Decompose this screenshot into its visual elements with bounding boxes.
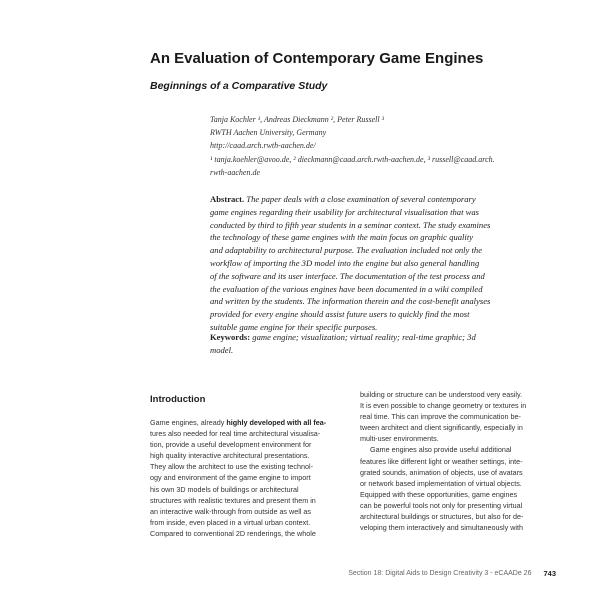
abstract-line: game engines regarding their usability for architectural visualisation that was — [210, 206, 480, 217]
body-line: high quality interactive architectural presentations. — [150, 451, 310, 461]
emphasis-text: highly developed with all fea- — [226, 418, 327, 427]
body-line: grated sounds, animation of objects, use of avatars — [360, 467, 523, 477]
body-line: architectural buildings or structures, but also for de- — [360, 512, 524, 522]
abstract-line: the technology of these game engines with the main focus on graphic quality — [210, 232, 474, 243]
body-line: tures also needed for real time architectural visualisa- — [150, 429, 321, 439]
abstract-line: and written by the students. The information therein and the cost-benefit analyses — [210, 296, 491, 307]
footer-section: Section 18: Digital Aids to Design Creativity 3 - eCAADe 26 — [348, 570, 532, 577]
keywords-line: Keywords: game engine; visualization; virtual reality; real-time graphic; 3d — [210, 332, 476, 342]
body-line: his own 3D models of buildings or architectural — [150, 484, 299, 494]
keywords-line: model. — [210, 344, 234, 355]
abstract-line: conducted by third to fifth year students in a seminar context. The study examines — [210, 219, 491, 230]
author-emails-cont: rwth-aachen.de — [210, 167, 260, 177]
abstract-line: the evaluation of the various engines have been documented in a wiki compiled — [210, 283, 483, 294]
abstract-line: of the software and its user interface. The documentation of the test process and — [210, 270, 485, 281]
body-column-left — [150, 417, 360, 539]
author-affiliation: RWTH Aachen University, Germany — [210, 128, 327, 138]
author-block — [210, 113, 570, 179]
body-line: They allow the architect to use the existing technol- — [150, 462, 314, 472]
body-line: features like different light or weather settings, inte- — [360, 456, 523, 466]
abstract — [210, 193, 565, 334]
body-line: Equipped with these opportunities, game engines — [360, 489, 518, 499]
body-line: Compared to conventional 2D renderings, the whole — [150, 528, 316, 538]
author-emails: ¹ tanja.koehler@avoo.de, ² dieckmann@caad.arch.rwth-aachen.de, ³ russell@caad.arch. — [210, 154, 495, 164]
body-line: tween architect and client significantly, especially in — [360, 423, 523, 433]
author-url: http://caad.arch.rwth-aachen.de/ — [210, 141, 316, 151]
body-line: from inside, even placed in a virtual urban context. — [150, 517, 311, 527]
body-column-right — [360, 389, 570, 533]
body-line: multi-user environments. — [360, 434, 439, 444]
abstract-line: workflow of importing the 3D model into the engine but also general handling — [210, 257, 480, 268]
body-line: veloping them interactively and simultaneously with — [360, 523, 523, 533]
page-footer — [348, 569, 556, 578]
body-line: Game engines, already highly developed with all fea- — [150, 418, 327, 427]
body-line: tion, provide a useful development environment for — [150, 440, 312, 450]
abstract-line: provided for every engine should assist future users to quickly find the most — [210, 309, 470, 320]
body-line: Game engines also provide useful additional — [370, 445, 512, 455]
body-line: ogy and environment of the game engine to import — [150, 473, 311, 483]
abstract-label: Abstract. — [210, 194, 245, 204]
abstract-line: and adaptability to architectural purpose. The evaluation included not only the — [210, 245, 483, 256]
author-names: Tanja Kochler ¹, Andreas Dieckmann ², Peter Russell ³ — [210, 115, 384, 124]
body-line: building or structure can be understood very easily. — [360, 390, 523, 399]
body-line: structures with realistic textures and present them in — [150, 495, 316, 505]
section-heading-introduction: Introduction — [150, 394, 206, 405]
body-line: or network based implementation of virtual objects. — [360, 478, 522, 488]
paper-subtitle: Beginnings of a Comparative Study — [150, 80, 328, 92]
paper-title: An Evaluation of Contemporary Game Engines — [150, 50, 484, 67]
keywords — [210, 331, 565, 357]
body-line: real time. This can improve the communication be- — [360, 412, 521, 422]
body-line: It is even possible to change geometry or textures in — [360, 401, 527, 411]
keywords-label: Keywords: — [210, 332, 251, 342]
page-number: 743 — [543, 569, 556, 578]
body-line: can be powerful tools not only for presenting virtual — [360, 500, 523, 510]
abstract-line: suitable game engine for their specific purposes. — [210, 321, 378, 332]
body-line: an interactive walk-through from outside as well as — [150, 506, 311, 516]
abstract-line: Abstract. The paper deals with a close examination of several contemporary — [210, 194, 476, 204]
